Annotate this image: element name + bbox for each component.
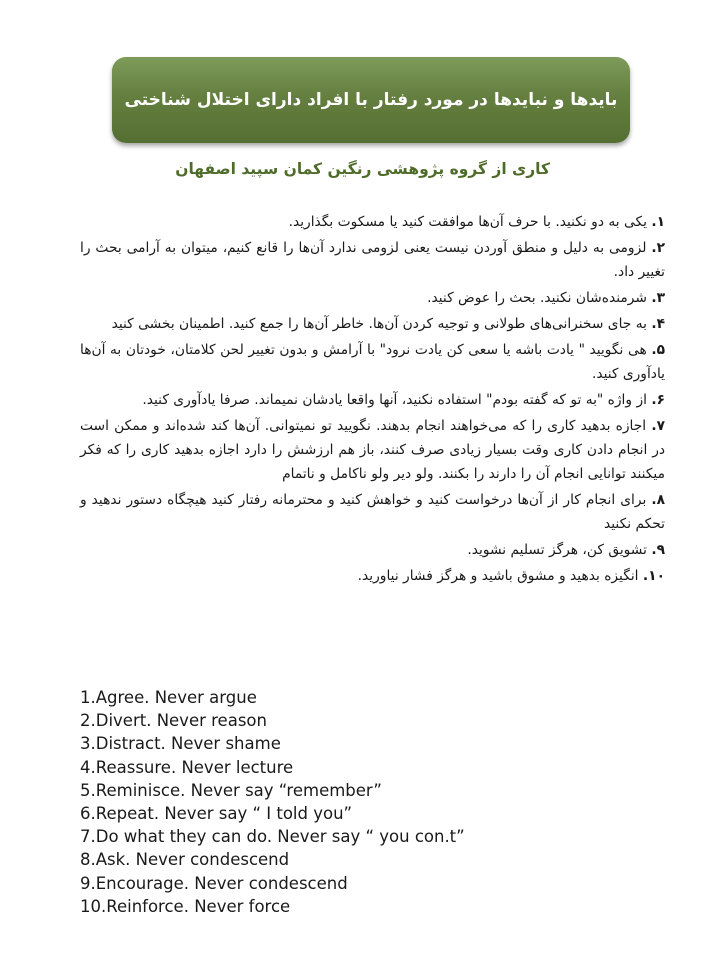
item-number: ۹. <box>651 542 665 558</box>
item-text: شرمنده‌شان نکنید. بحث را عوض کنید. <box>427 290 652 306</box>
item-number: ۷. <box>651 418 665 434</box>
item-text: هی نگویید " یادت باشه یا سعی کن یادت نرود" با آرامش و بدون تغییر لحن کلامتان، خودتان به آن‌ها یادآوری کنید. <box>80 342 665 382</box>
item-text: یکی به دو نکنید. با حرف آن‌ها موافقت کنید یا مسکوت بگذارید. <box>288 214 652 230</box>
english-list-item: 9.Encourage. Never condescend <box>80 873 348 893</box>
persian-list-item <box>80 338 665 386</box>
title-banner <box>112 57 630 143</box>
item-number: ۶. <box>651 392 665 408</box>
persian-list <box>80 210 665 590</box>
english-list-item: 2.Divert. Never reason <box>80 711 267 731</box>
english-list-item: 8.Ask. Never condescend <box>80 850 290 870</box>
item-text: برای انجام کار از آن‌ها درخواست کنید و خواهش کنید و محترمانه رفتار کنید هیچگاه دستور ندهید و تحکم نکنید <box>80 492 665 532</box>
persian-list-item <box>80 210 665 234</box>
item-number: ۱. <box>651 214 665 230</box>
english-list-item: 6.Repeat. Never say “ I told you” <box>80 804 353 824</box>
item-text: از واژه "به تو که گفته بودم" استفاده نکنید، آنها واقعا یادشان نمیماند. صرفا یادآوری کنید. <box>142 392 652 408</box>
item-number: ۸. <box>651 492 665 508</box>
persian-list-item <box>80 488 665 536</box>
item-text: لزومی به دلیل و منطق آوردن نیست یعنی لزومی ندارد آن‌ها را قانع کنیم، میتوان به آرامی بحث را تغییر داد. <box>80 240 665 280</box>
page-title: بایدها و نبایدها در مورد رفتار با افراد دارای اختلال شناختی <box>124 90 618 110</box>
item-text: به جای سخنرانی‌های طولانی و توجیه کردن آن‌ها. خاطر آن‌ها را جمع کنید. اطمینان بخشی کنید <box>111 316 652 332</box>
item-text: تشویق کن، هرگز تسلیم نشوید. <box>467 542 652 558</box>
english-list-item: 4.Reassure. Never lecture <box>80 757 294 777</box>
english-list-item: 3.Distract. Never shame <box>80 734 281 754</box>
english-list-item: 1.Agree. Never argue <box>80 688 257 707</box>
item-number: ۳. <box>651 290 665 306</box>
page-subtitle: کاری از گروه پژوهشی رنگین کمان سپید اصفهان <box>175 160 550 178</box>
item-number: ۴. <box>651 316 665 332</box>
persian-list-item <box>80 388 665 412</box>
persian-list-item <box>80 538 665 562</box>
english-list <box>80 686 640 918</box>
english-list-item: 5.Reminisce. Never say “remember” <box>80 780 382 800</box>
item-number: ۱۰. <box>642 568 665 584</box>
persian-list-item <box>80 564 665 588</box>
persian-list-item <box>80 312 665 336</box>
item-text: اجازه بدهید کاری را که می‌خواهند انجام بدهند. نگویید تو نمیتوانی. آن‌ها کند شده‌اند و ممکن است در انجام دادن کاری وقت بسیار زیادی صرف کنند، باز هم ارزشش را دارد اجازه بدهید کاری را که فکر میکنند توانایی انجام آن را دارند را بکنند. ولو دیر ولو ناکامل و ناتمام <box>80 418 665 482</box>
english-list-item: 10.Reinforce. Never force <box>80 896 291 916</box>
persian-list-item <box>80 414 665 486</box>
item-text: انگیزه بدهید و مشوق باشید و هرگز فشار نیاورید. <box>357 568 643 584</box>
persian-list-item <box>80 236 665 284</box>
item-number: ۵. <box>651 342 665 358</box>
persian-list-item <box>80 286 665 310</box>
english-list-item: 7.Do what they can do. Never say “ you con.t” <box>80 827 465 847</box>
item-number: ۲. <box>651 240 665 256</box>
